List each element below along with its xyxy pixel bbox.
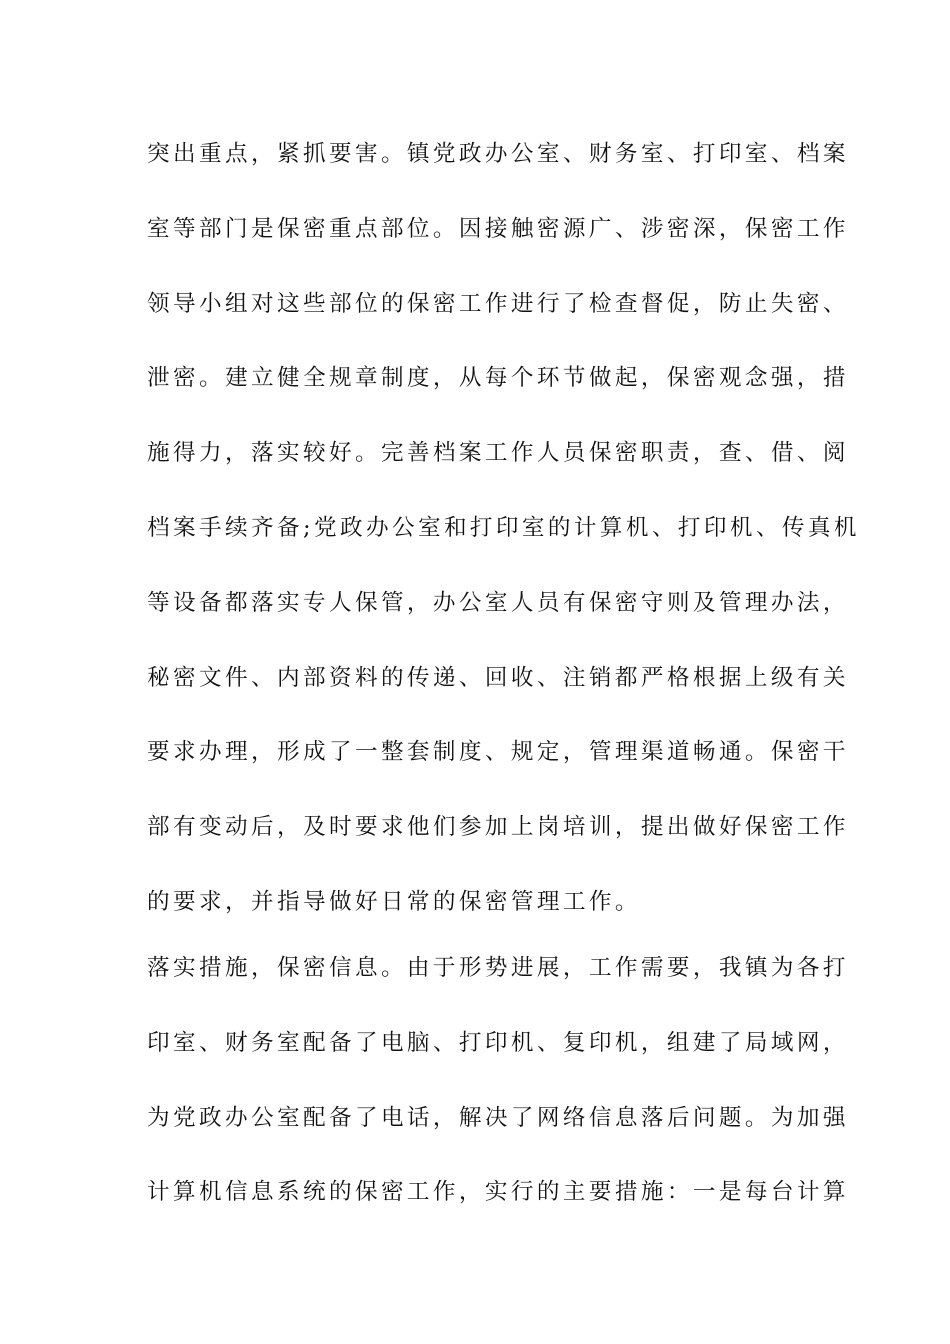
paragraph-line: 等设备都落实专人保管，办公室人员有保密守则及管理办法， — [147, 589, 849, 616]
paragraph-line: 为党政办公室配备了电话，解决了网络信息落后问题。为加强 — [147, 1104, 849, 1131]
paragraph-1 — [147, 141, 860, 965]
paragraph-line: 计算机信息系统的保密工作，实行的主要措施：一是每台计算 — [147, 1179, 849, 1206]
paragraph-line: 施得力，落实较好。完善档案工作人员保密职责，查、借、阅 — [147, 440, 849, 467]
paragraph-2 — [147, 955, 849, 1255]
paragraph-line: 突出重点，紧抓要害。镇党政办公室、财务室、打印室、档案 — [147, 141, 849, 167]
paragraph-line: 泄密。建立健全规章制度，从每个环节做起，保密观念强，措 — [147, 365, 849, 392]
paragraph-line: 的要求，并指导做好日常的保密管理工作。 — [147, 888, 641, 915]
paragraph-line: 秘密文件、内部资料的传递、回收、注销都严格根据上级有关 — [147, 664, 849, 691]
paragraph-line: 部有变动后，及时要求他们参加上岗培训，提出做好保密工作 — [147, 814, 849, 841]
paragraph-line: 印室、财务室配备了电脑、打印机、复印机，组建了局域网， — [147, 1029, 849, 1056]
paragraph-line: 要求办理，形成了一整套制度、规定，管理渠道畅通。保密干 — [147, 739, 849, 766]
paragraph-line: 档案手续齐备;党政办公室和打印室的计算机、打印机、传真机 — [147, 514, 860, 541]
paragraph-line: 落实措施，保密信息。由于形势进展，工作需要，我镇为各打 — [147, 955, 849, 981]
paragraph-line: 室等部门是保密重点部位。因接触密源广、涉密深，保密工作 — [147, 215, 849, 242]
paragraph-line: 领导小组对这些部位的保密工作进行了检查督促，防止失密、 — [147, 290, 849, 317]
